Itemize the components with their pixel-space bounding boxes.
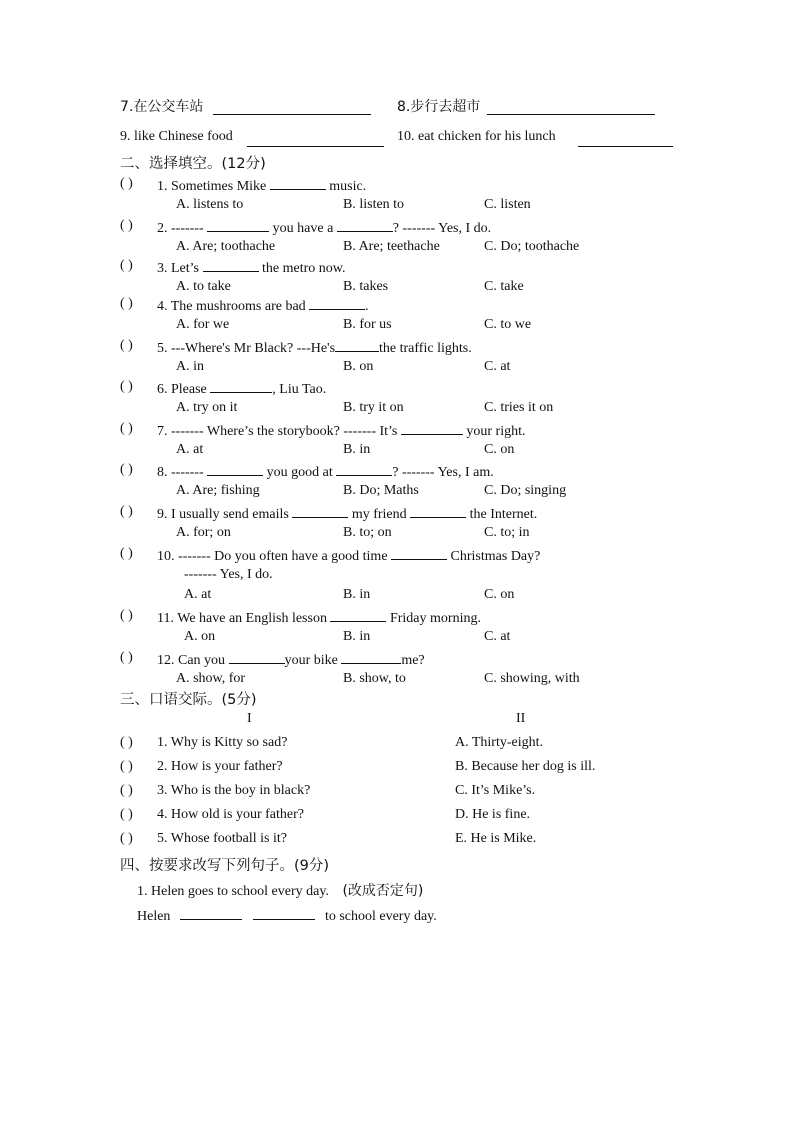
rewrite-answer-end: to school every day.	[324, 909, 437, 924]
option-b[interactable]: B. to; on	[343, 525, 392, 540]
option-b[interactable]: B. show, to	[343, 671, 406, 686]
question-segment: ? ------- Yes, I do.	[392, 221, 492, 236]
q9-label: 9. like Chinese food	[120, 129, 233, 144]
match-answer-option: B. Because her dog is ill.	[455, 759, 596, 774]
option-c[interactable]: C. to; in	[484, 525, 530, 540]
question-segment: .	[365, 299, 369, 314]
q7-answer-blank[interactable]	[213, 101, 371, 115]
rewrite-q1-instruction: (改成否定句)	[342, 883, 424, 899]
question-text	[157, 504, 537, 523]
fill-blank[interactable]	[335, 338, 379, 352]
option-b[interactable]: B. takes	[343, 279, 389, 294]
match-answer-paren[interactable]: ( )	[120, 831, 133, 846]
section-2-heading: 二、选择填空。(12分)	[120, 156, 266, 172]
option-c[interactable]: C. to we	[484, 317, 532, 332]
match-answer-paren[interactable]: ( )	[120, 735, 133, 750]
question-segment: 1. Sometimes Mike	[157, 179, 270, 194]
question-segment: 4. The mushrooms are bad	[157, 299, 310, 314]
option-c[interactable]: C. at	[484, 629, 511, 644]
fill-blank[interactable]	[203, 258, 259, 272]
question-segment: Christmas Day?	[447, 549, 541, 564]
question-segment: 10. ------- Do you often have a good time	[157, 549, 392, 564]
option-a[interactable]: A. try on it	[176, 400, 238, 415]
question-segment: 7. ------- Where’s the storybook? ------- It’s	[157, 424, 401, 439]
option-a[interactable]: A. to take	[176, 279, 231, 294]
answer-line: ------- Yes, I do.	[184, 567, 273, 582]
question-segment: me?	[401, 653, 425, 668]
q8-label: 8.步行去超市	[397, 99, 481, 115]
fill-blank[interactable]	[207, 218, 269, 232]
fill-blank[interactable]	[391, 546, 447, 560]
option-c[interactable]: C. showing, with	[484, 671, 580, 686]
fill-blank[interactable]	[336, 462, 392, 476]
option-b[interactable]: B. try it on	[343, 400, 404, 415]
option-a[interactable]: A. in	[176, 359, 204, 374]
option-a[interactable]: A. at	[176, 442, 204, 457]
q10-label: 10. eat chicken for his lunch	[397, 129, 556, 144]
question-segment: 11. We have an English lesson	[157, 611, 331, 626]
rewrite-q1-sentence: 1. Helen goes to school every day.	[137, 884, 329, 899]
answer-paren[interactable]: ( )	[120, 504, 133, 519]
question-text	[157, 462, 494, 481]
question-text	[157, 421, 525, 440]
question-segment: Friday morning.	[386, 611, 481, 626]
question-segment: , Liu Tao.	[272, 382, 327, 397]
question-segment: 8. -------	[157, 465, 208, 480]
match-question: 5. Whose football is it?	[157, 831, 287, 846]
question-segment: 12. Can you	[157, 653, 229, 668]
answer-paren[interactable]: ( )	[120, 608, 133, 623]
option-a[interactable]: A. at	[184, 587, 212, 602]
question-segment: 9. I usually send emails	[157, 507, 293, 522]
question-text	[157, 338, 472, 357]
option-b[interactable]: B. Do; Maths	[343, 483, 419, 498]
match-question: 4. How old is your father?	[157, 807, 304, 822]
rewrite-answer-start: Helen	[137, 909, 171, 924]
rewrite-blank-2[interactable]	[253, 906, 315, 920]
match-question: 1. Why is Kitty so sad?	[157, 735, 288, 750]
section-3-heading: 三、口语交际。(5分)	[120, 692, 257, 708]
rewrite-q1-answer-line	[137, 906, 437, 925]
answer-paren[interactable]: ( )	[120, 176, 133, 191]
match-answer-paren[interactable]: ( )	[120, 759, 133, 774]
answer-paren[interactable]: ( )	[120, 421, 133, 436]
fill-blank[interactable]	[309, 296, 365, 310]
option-c[interactable]: C. at	[484, 359, 511, 374]
question-segment: the traffic lights.	[379, 341, 472, 356]
option-a[interactable]: A. for; on	[176, 525, 231, 540]
question-segment: your right.	[462, 424, 526, 439]
option-b[interactable]: B. in	[343, 587, 371, 602]
match-question: 3. Who is the boy in black?	[157, 783, 311, 798]
option-c[interactable]: C. take	[484, 279, 524, 294]
question-segment: your bike	[284, 653, 342, 668]
fill-blank[interactable]	[229, 650, 285, 664]
option-a[interactable]: A. listens to	[176, 197, 244, 212]
q7-label: 7.在公交车站	[120, 99, 204, 115]
option-b[interactable]: B. Are; teethache	[343, 239, 440, 254]
option-c[interactable]: C. tries it on	[484, 400, 554, 415]
column-ii-label: II	[516, 711, 526, 726]
fill-blank[interactable]	[330, 608, 386, 622]
question-text	[157, 218, 491, 237]
option-c[interactable]: C. Do; singing	[484, 483, 567, 498]
answer-paren[interactable]: ( )	[120, 379, 133, 394]
option-b[interactable]: B. listen to	[343, 197, 405, 212]
option-c[interactable]: C. Do; toothache	[484, 239, 580, 254]
answer-paren[interactable]: ( )	[120, 258, 133, 273]
q10-answer-blank[interactable]	[578, 133, 673, 147]
match-answer-paren[interactable]: ( )	[120, 783, 133, 798]
option-a[interactable]: A. Are; toothache	[176, 239, 276, 254]
question-text	[157, 650, 425, 669]
match-answer-option: A. Thirty-eight.	[455, 735, 544, 750]
question-segment: 5. ---Where's Mr Black? ---He's	[157, 341, 336, 356]
fill-blank[interactable]	[292, 504, 348, 518]
option-b[interactable]: B. for us	[343, 317, 392, 332]
question-text	[157, 379, 326, 398]
question-segment: the Internet.	[466, 507, 538, 522]
q8-answer-blank[interactable]	[487, 101, 655, 115]
fill-blank[interactable]	[270, 176, 326, 190]
question-segment: 3. Let’s	[157, 261, 203, 276]
answer-paren[interactable]: ( )	[120, 546, 133, 561]
option-b[interactable]: B. in	[343, 629, 371, 644]
question-segment: the metro now.	[258, 261, 346, 276]
option-c[interactable]: C. listen	[484, 197, 531, 212]
question-segment: my friend	[348, 507, 411, 522]
answer-paren[interactable]: ( )	[120, 218, 133, 233]
option-c[interactable]: C. on	[484, 442, 515, 457]
match-answer-option: E. He is Mike.	[455, 831, 537, 846]
match-answer-option: C. It’s Mike’s.	[455, 783, 536, 798]
option-a[interactable]: A. show, for	[176, 671, 246, 686]
fill-blank[interactable]	[410, 504, 466, 518]
question-text	[157, 296, 369, 315]
option-a[interactable]: A. Are; fishing	[176, 483, 260, 498]
match-answer-paren[interactable]: ( )	[120, 807, 133, 822]
q9-answer-blank[interactable]	[247, 133, 384, 147]
question-segment: you have a	[269, 221, 337, 236]
match-answer-option: D. He is fine.	[455, 807, 531, 822]
question-segment: music.	[325, 179, 367, 194]
question-text	[157, 176, 366, 195]
question-text	[157, 608, 481, 627]
answer-paren[interactable]: ( )	[120, 296, 133, 311]
option-b[interactable]: B. in	[343, 442, 371, 457]
question-text	[157, 258, 345, 277]
option-c[interactable]: C. on	[484, 587, 515, 602]
match-question: 2. How is your father?	[157, 759, 283, 774]
question-segment: 2. -------	[157, 221, 208, 236]
rewrite-blank-1[interactable]	[180, 906, 242, 920]
option-a[interactable]: A. for we	[176, 317, 230, 332]
option-a[interactable]: A. on	[184, 629, 216, 644]
section-4-heading: 四、按要求改写下列句子。(9分)	[120, 858, 330, 874]
question-segment: ? ------- Yes, I am.	[392, 465, 494, 480]
question-segment: you good at	[263, 465, 337, 480]
answer-paren[interactable]: ( )	[120, 338, 133, 353]
question-segment: 6. Please	[157, 382, 211, 397]
fill-blank[interactable]	[341, 650, 401, 664]
fill-blank[interactable]	[337, 218, 393, 232]
fill-blank[interactable]	[210, 379, 272, 393]
column-i-label: I	[247, 711, 252, 726]
answer-paren[interactable]: ( )	[120, 650, 133, 665]
option-b[interactable]: B. on	[343, 359, 374, 374]
fill-blank[interactable]	[207, 462, 263, 476]
rewrite-q1	[137, 880, 423, 900]
answer-paren[interactable]: ( )	[120, 462, 133, 477]
question-text	[157, 546, 540, 565]
fill-blank[interactable]	[401, 421, 463, 435]
